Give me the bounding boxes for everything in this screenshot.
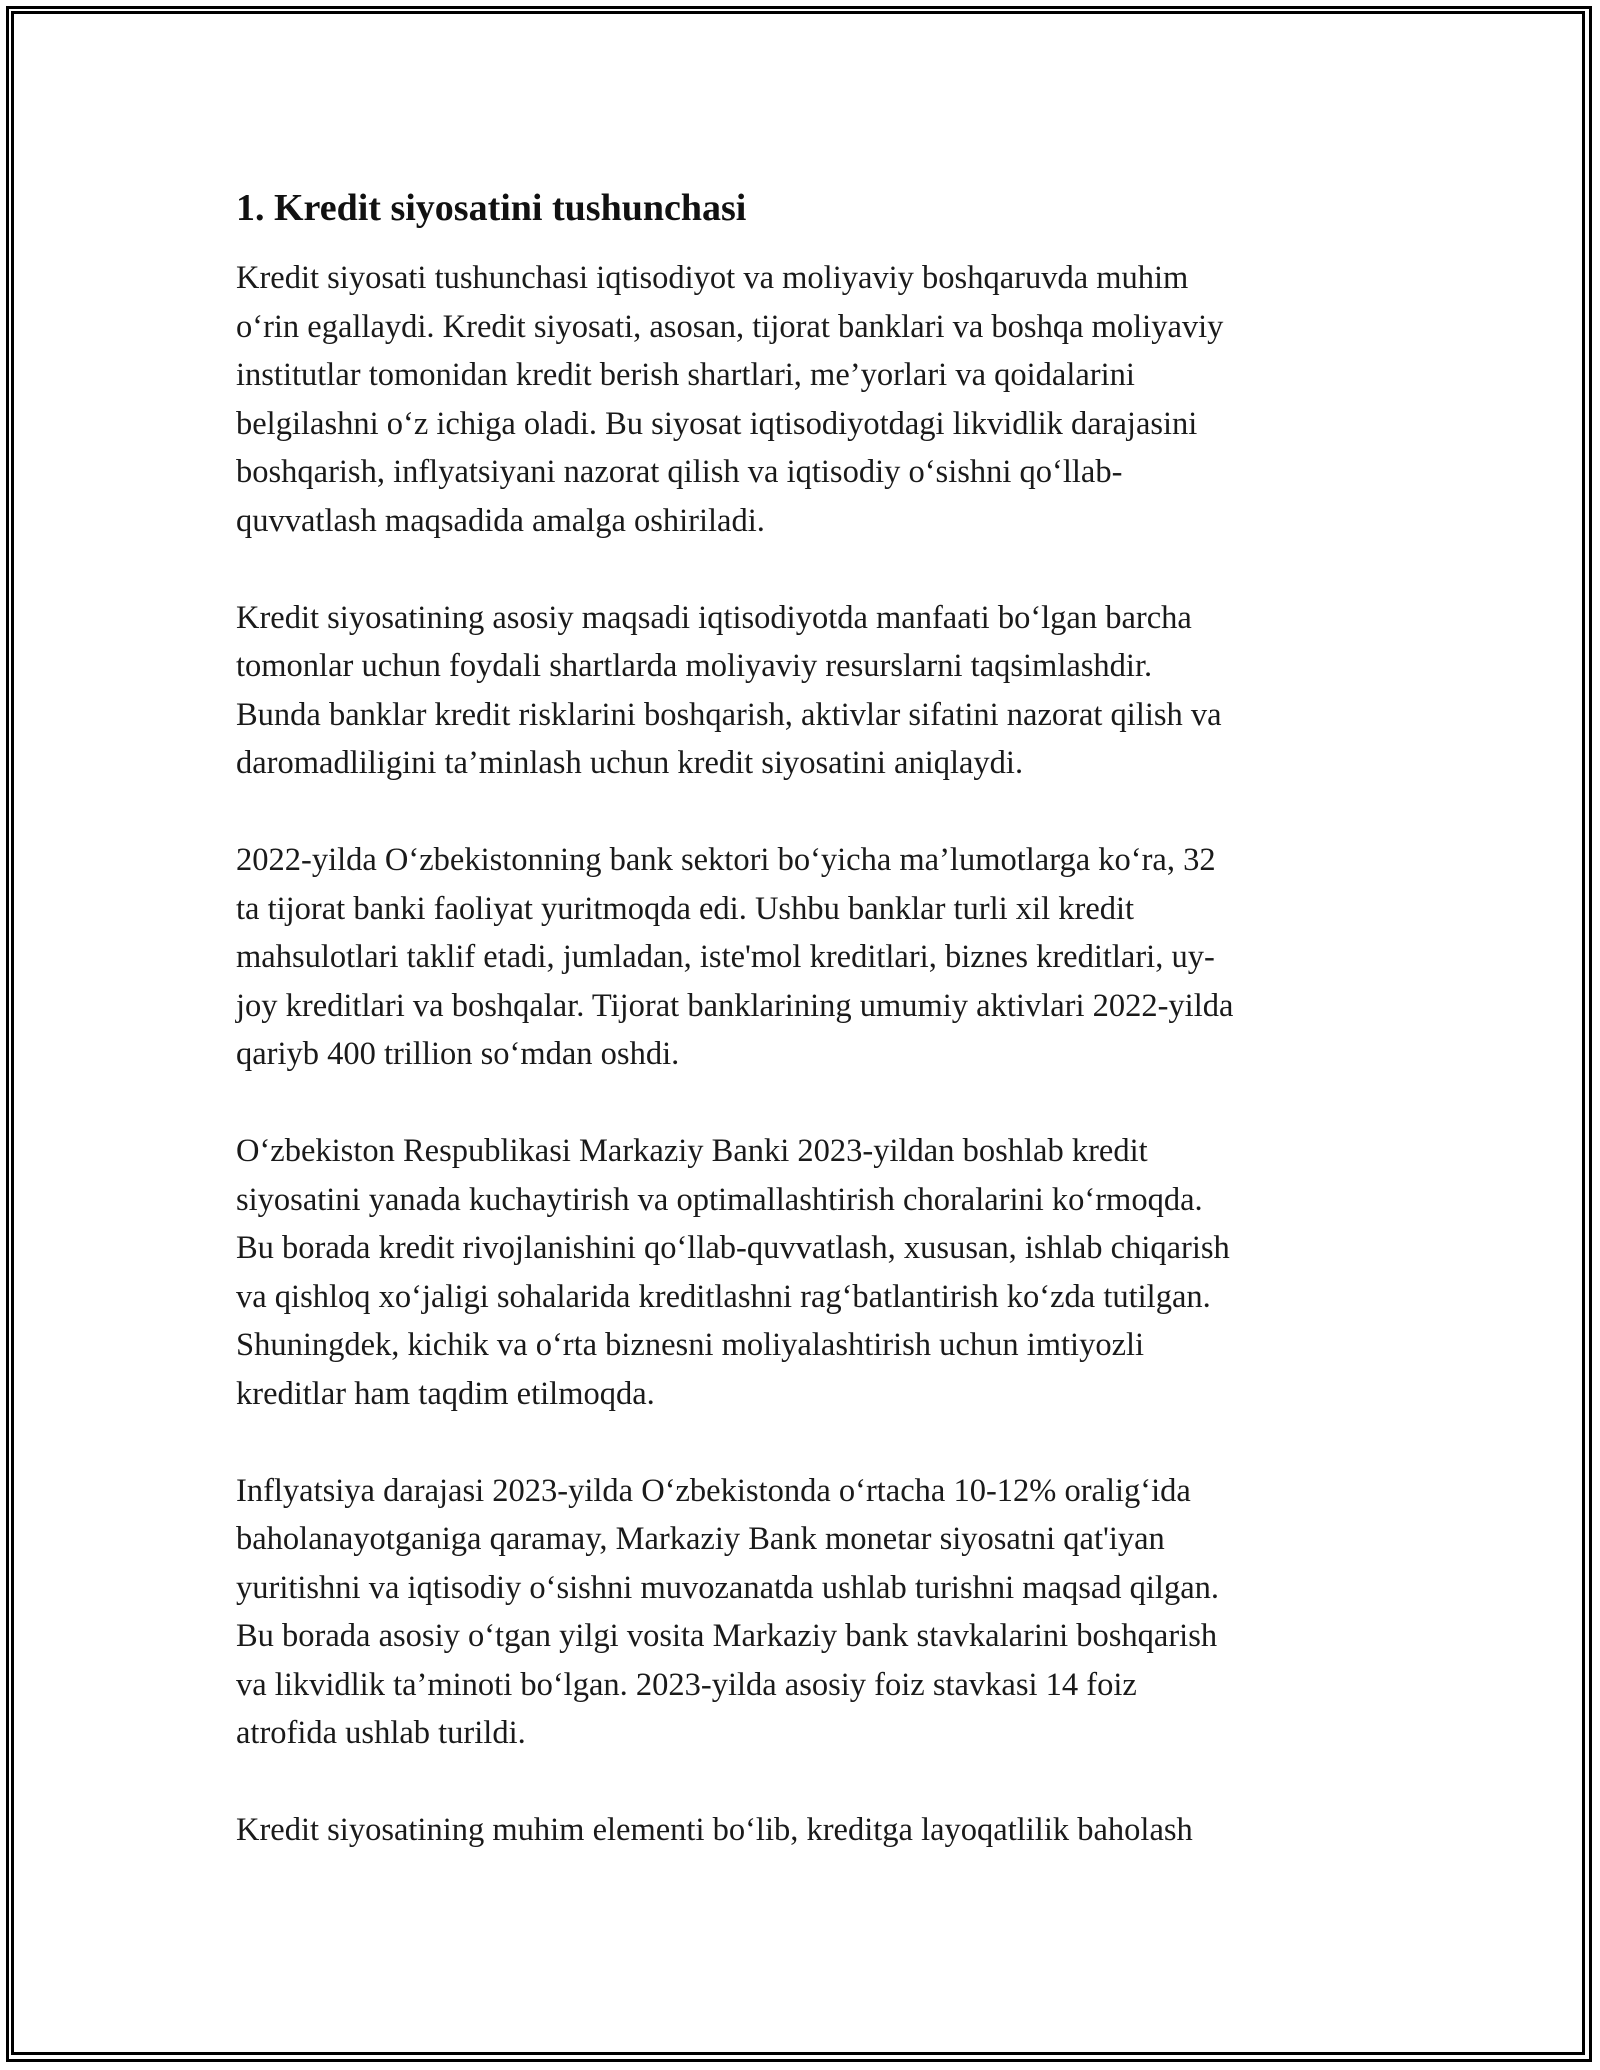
text-line: atrofida ushlab turildi.	[236, 1715, 526, 1751]
text-line: yuritishni va iqtisodiy o‘sishni muvozanatda ushlab turishni maqsad qilgan.	[236, 1569, 1220, 1606]
text-line: siyosatini yanada kuchaytirish va optimallashtirish choralarini ko‘rmoqda.	[236, 1181, 1203, 1218]
text-line: Bu borada kredit rivojlanishini qo‘llab-quvvatlash, xususan, ishlab chiqarish	[236, 1230, 1230, 1266]
text-line: Shuningdek, kichik va o‘rta biznesni moliyalashtirish uchun imtiyozli	[236, 1327, 1145, 1363]
text-line: ta tijorat banki faoliyat yuritmoqda edi. Ushbu banklar turli xil kredit	[236, 890, 1135, 927]
text-line: Bunda banklar kredit risklarini boshqarish, aktivlar sifatini nazorat qilish va	[236, 696, 1222, 733]
text-line: va qishloq xo‘jaligi sohalarida kreditlashni rag‘batlantirish ko‘zda tutilgan.	[236, 1278, 1211, 1315]
paragraph-inflation-2023	[236, 1467, 1366, 1758]
text-line: Kredit siyosatining asosiy maqsadi iqtisodiyotda manfaati bo‘lgan barcha	[236, 599, 1192, 636]
text-line: daromadliligini ta’minlash uchun kredit siyosatini aniqlaydi.	[236, 745, 1024, 781]
text-line: va likvidlik ta’minoti bo‘lgan. 2023-yilda asosiy foiz stavkasi 14 foiz	[236, 1666, 1137, 1703]
text-line: kreditlar ham taqdim etilmoqda.	[236, 1375, 655, 1412]
text-line: mahsulotlari taklif etadi, jumladan, iste'mol kreditlari, biznes kreditlari, uy-	[236, 939, 1215, 975]
text-line: 2022-yilda O‘zbekistonning bank sektori bo‘yicha ma’lumotlarga ko‘ra, 32	[236, 842, 1216, 878]
text-line: boshqarish, inflyatsiyani nazorat qilish va iqtisodiy o‘sishni qo‘llab-	[236, 454, 1123, 490]
text-line: joy kreditlari va boshqalar. Tijorat banklarining umumiy aktivlari 2022-yilda	[236, 987, 1234, 1024]
paragraph-central-bank-2023	[236, 1127, 1366, 1418]
text-line: qariyb 400 trillion so‘mdan oshdi.	[236, 1036, 680, 1072]
paragraph-creditworthiness	[236, 1806, 1366, 1855]
paragraph-credit-policy-definition	[236, 254, 1366, 545]
paragraph-credit-policy-goal	[236, 594, 1366, 788]
paragraph-bank-sector-2022	[236, 836, 1366, 1079]
text-line: Bu borada asosiy o‘tgan yilgi vosita Markaziy bank stavkalarini boshqarish	[236, 1618, 1218, 1654]
text-line: institutlar tomonidan kredit berish shartlari, me’yorlari va qoidalarini	[236, 357, 1135, 393]
text-line: Kredit siyosati tushunchasi iqtisodiyot va moliyaviy boshqaruvda muhim	[236, 260, 1189, 296]
text-line: o‘rin egallaydi. Kredit siyosati, asosan, tijorat banklari va boshqa moliyaviy	[236, 308, 1224, 345]
section-heading: 1. Kredit siyosatini tushunchasi	[236, 187, 747, 229]
text-line: belgilashni o‘z ichiga oladi. Bu siyosat iqtisodiyotdagi likvidlik darajasini	[236, 405, 1198, 442]
text-line: baholanayotganiga qaramay, Markaziy Bank monetar siyosatni qat'iyan	[236, 1521, 1165, 1557]
text-line: tomonlar uchun foydali shartlarda moliyaviy resurslarni taqsimlashdir.	[236, 648, 1153, 684]
document-body	[236, 184, 1366, 1903]
text-line: O‘zbekiston Respublikasi Markaziy Banki 2023-yildan boshlab kredit	[236, 1133, 1148, 1169]
text-line: quvvatlash maqsadida amalga oshiriladi.	[236, 502, 765, 539]
text-line: Inflyatsiya darajasi 2023-yilda O‘zbekistonda o‘rtacha 10-12% oralig‘ida	[236, 1472, 1191, 1509]
text-line: Kredit siyosatining muhim elementi bo‘lib, kreditga layoqatlilik baholash	[236, 1812, 1193, 1848]
